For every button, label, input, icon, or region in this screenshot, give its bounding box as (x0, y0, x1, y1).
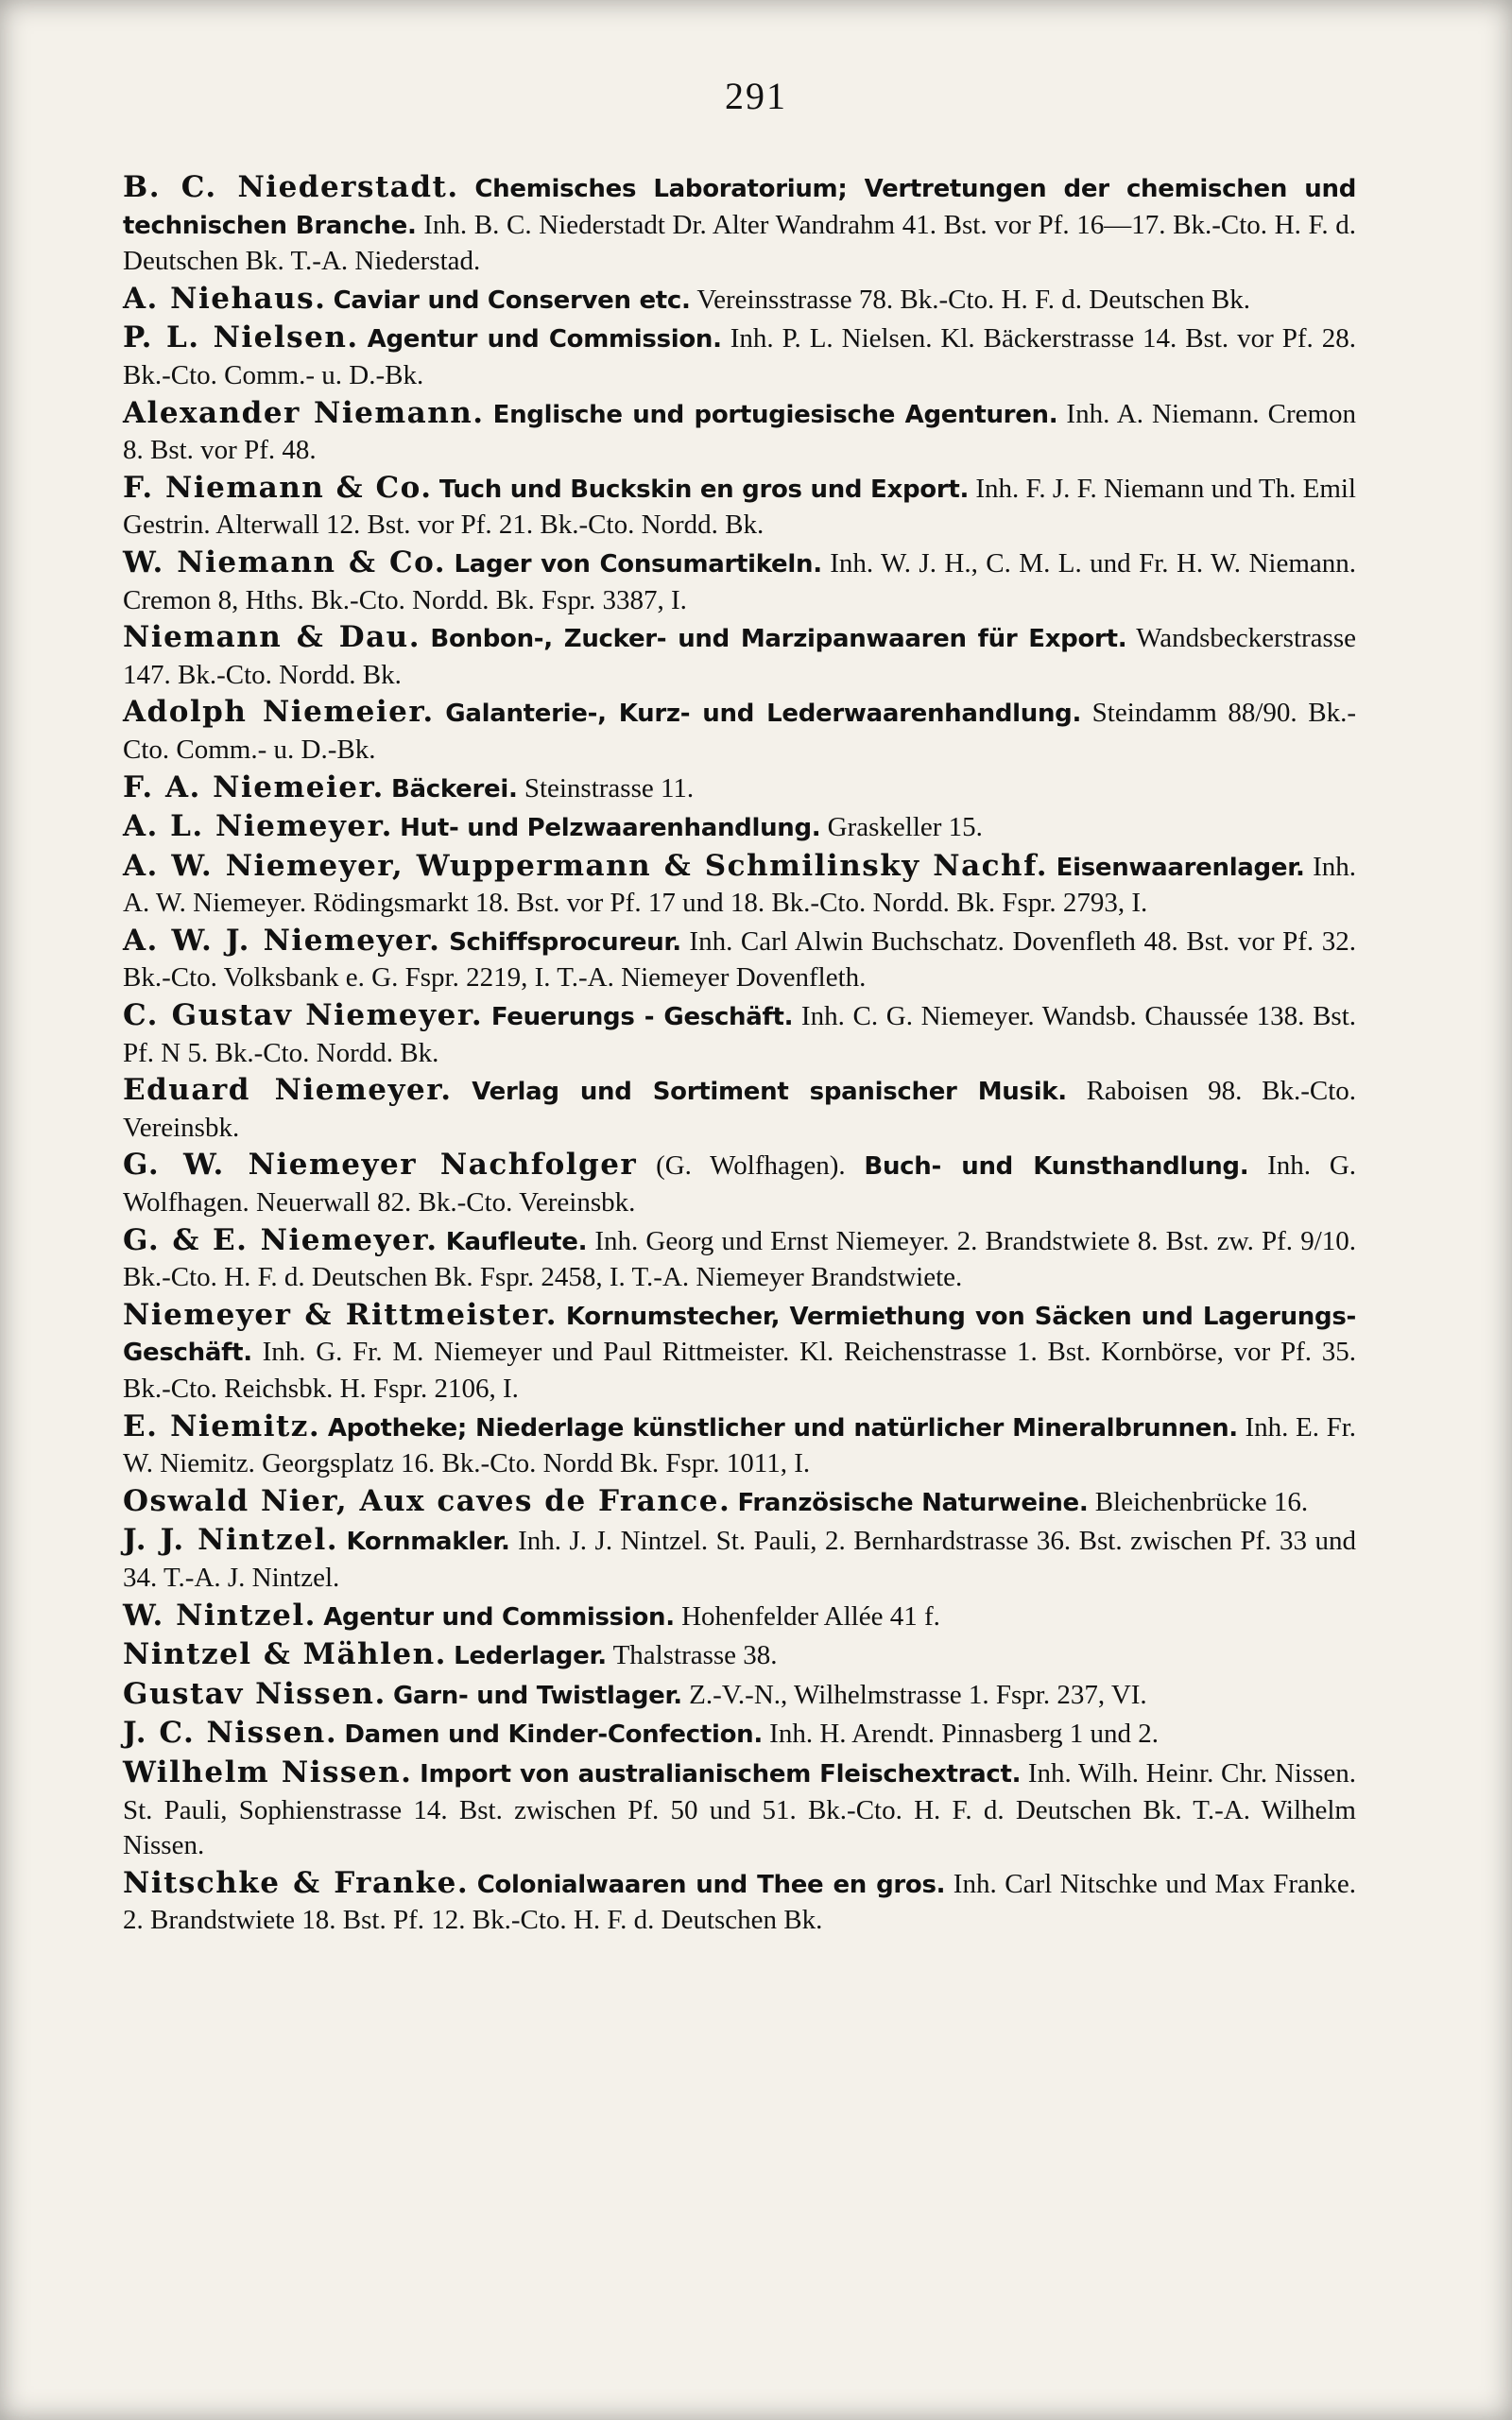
firm-name: F. A. Niemeier. (123, 769, 385, 804)
firm-name: B. C. Niederstadt. (123, 170, 459, 204)
directory-entry (123, 924, 1356, 996)
entry-details: Inh. P. L. Nielsen. Kl. Bäckerstrasse 14. Bst. vor Pf. 28. Bk.-Cto. Comm.- u. D.-Bk. (123, 323, 1357, 390)
entry-list (123, 170, 1356, 1939)
firm-name: G. & E. Niemeyer. (123, 1222, 438, 1257)
directory-entry (123, 1073, 1356, 1146)
entry-details: Hohenfelder Allée 41 f. (681, 1600, 940, 1632)
directory-entry (123, 849, 1356, 922)
business-type: Colonialwaaren und Thee en gros. (476, 1870, 946, 1899)
directory-entry (123, 1677, 1356, 1715)
entry-details: Inh. E. Fr. W. Niemitz. Georgsplatz 16. Bk.-Cto. Nordd Bk. Fspr. 1011, I. (123, 1411, 1357, 1479)
directory-entry (123, 320, 1356, 393)
firm-name: J. J. Nintzel. (123, 1523, 339, 1558)
business-type: Buch- und Kunsthandlung. (864, 1152, 1249, 1182)
business-type: Kaufleute. (445, 1227, 588, 1256)
business-type: Englische und portugiesische Agenturen. (492, 400, 1058, 429)
firm-name: Wilhelm Nissen. (123, 1754, 413, 1789)
business-type: Eisenwaarenlager. (1056, 853, 1305, 882)
business-type: Bonbon-, Zucker- und Marzipanwaaren für Export. (430, 625, 1127, 654)
firm-name: Adolph Niemeier. (123, 695, 435, 730)
directory-entry (123, 396, 1356, 469)
firm-name: A. Niehaus. (123, 281, 327, 316)
directory-entry (123, 170, 1356, 280)
page-number: 291 (725, 75, 787, 117)
entry-details: Inh. Carl Alwin Buchschatz. Dovenfleth 48. Bst. vor Pf. 32. Bk.-Cto. Volksbank e. G. Fspr. 2219, I. T.-A. Niemeyer Dovenfleth. (123, 925, 1357, 994)
business-type: Bäckerei. (391, 774, 518, 804)
business-type: Hut- und Pelzwaarenhandlung. (400, 814, 821, 843)
directory-entry (123, 1599, 1356, 1636)
business-type: Schiffsprocureur. (449, 927, 681, 957)
entry-details: Inh. G. Fr. M. Niemeyer und Paul Rittmeister. Kl. Reichenstrasse 1. Bst. Kornbörse, vor Pf. 35. Bk.-Cto. Reichsbk. H. Fspr. 2106, I. (123, 1337, 1357, 1404)
entry-details: Z.-V.-N., Wilhelmstrasse 1. Fspr. 237, VI. (689, 1679, 1147, 1710)
firm-name: Gustav Nissen. (123, 1676, 387, 1711)
business-type: Verlag und Sortiment spanischer Musik. (472, 1078, 1067, 1107)
firm-name: W. Niemann & Co. (123, 544, 447, 579)
business-type: Galanterie-, Kurz- und Lederwaarenhandlung. (445, 700, 1082, 729)
directory-entry (123, 998, 1356, 1071)
business-type: Garn- und Twistlager. (393, 1681, 682, 1710)
firm-name: A. W. Niemeyer, Wuppermann & Schmilinsky Nachf. (123, 848, 1049, 883)
business-type: Agentur und Commission. (323, 1602, 675, 1632)
entry-details: Thalstrasse 38. (612, 1640, 778, 1671)
firm-name: Alexander Niemann. (123, 395, 485, 430)
entry-details: Inh. F. J. F. Niemann und Th. Emil Gestrin. Alterwall 12. Bst. vor Pf. 21. Bk.-Cto. Nordd. Bk. (123, 473, 1356, 541)
directory-entry (123, 282, 1356, 320)
directory-entry (123, 1148, 1356, 1220)
firm-note: (G. Wolfhagen). (656, 1150, 846, 1182)
business-type: Tuch und Buckskin en gros und Export. (438, 475, 970, 504)
entry-details: Inh. W. J. H., C. M. L. und Fr. H. W. Niemann. Cremon 8, Hths. Bk.-Cto. Nordd. Bk. Fspr. 3387, I. (123, 547, 1356, 615)
business-type: Kornmakler. (346, 1528, 510, 1557)
directory-entry (123, 1223, 1356, 1296)
firm-name: Niemann & Dau. (123, 620, 421, 655)
directory-entry (123, 1755, 1356, 1864)
firm-name: E. Niemitz. (123, 1409, 321, 1443)
entry-details: Inh. H. Arendt. Pinnasberg 1 und 2. (769, 1719, 1160, 1750)
firm-name: W. Nintzel. (123, 1598, 317, 1633)
entry-details: Wandsbeckerstrasse 147. Bk.-Cto. Nordd. Bk. (123, 623, 1356, 690)
firm-name: Niemeyer & Rittmeister. (123, 1297, 558, 1332)
business-type: Import von australianischem Fleischextract. (420, 1759, 1022, 1789)
directory-entry (123, 1866, 1356, 1939)
directory-entry (123, 809, 1356, 847)
business-type: Agentur und Commission. (367, 325, 722, 354)
firm-name: A. W. J. Niemeyer. (123, 923, 441, 958)
directory-entry (123, 471, 1356, 544)
business-type: Chemisches Laboratorium; Vertretungen der chemischen und technischen Branche. (123, 175, 1357, 240)
firm-name: Eduard Niemeyer. (123, 1073, 453, 1108)
directory-entry (123, 770, 1356, 808)
directory-entry (123, 1484, 1356, 1522)
entry-details: Steinstrasse 11. (524, 772, 695, 804)
firm-name: F. Niemann & Co. (123, 470, 433, 505)
entry-details: Inh. B. C. Niederstadt Dr. Alter Wandrahm 41. Bst. vor Pf. 16—17. Bk.-Cto. H. F. d. Deutschen Bk. T.-A. Niederstad. (123, 209, 1356, 277)
entry-details: Inh. Georg und Ernst Niemeyer. 2. Brandstwiete 8. Bst. zw. Pf. 9/10. Bk.-Cto. H. F. d. Deutschen Bk. Fspr. 2458, I. T.-A. Niemeyer Brandstwiete. (123, 1225, 1357, 1293)
directory-entry (123, 1298, 1356, 1408)
business-type: Apotheke; Niederlage künstlicher und natürlicher Mineralbrunnen. (327, 1413, 1238, 1443)
business-type: Lager von Consumartikeln. (454, 549, 822, 579)
firm-name: A. L. Niemeyer. (123, 809, 393, 844)
entry-details: Bleichenbrücke 16. (1094, 1486, 1309, 1517)
firm-name: Oswald Nier, Aux caves de France. (123, 1483, 731, 1518)
business-type: Lederlager. (454, 1642, 607, 1671)
entry-details: Inh. J. J. Nintzel. St. Pauli, 2. Bernhardstrasse 36. Bst. zwischen Pf. 33 und 34. T.-A. J. Nintzel. (123, 1526, 1356, 1593)
entry-details: Inh. A. W. Niemeyer. Rödingsmarkt 18. Bst. vor Pf. 17 und 18. Bk.-Cto. Nordd. Bk. Fspr. 2793, I. (123, 851, 1357, 919)
directory-entry (123, 1523, 1356, 1596)
entry-details: Raboisen 98. Bk.-Cto. Vereinsbk. (123, 1076, 1356, 1143)
entry-details: Steindamm 88/90. Bk.-Cto. Comm.- u. D.-Bk. (123, 698, 1357, 765)
directory-entry (123, 620, 1356, 693)
entry-details: Inh. A. Niemann. Cremon 8. Bst. vor Pf. 48. (123, 398, 1357, 466)
business-type: Französische Naturweine. (737, 1488, 1089, 1517)
business-type: Kornumstecher, Vermiethung von Säcken und Lagerungs-Geschäft. (123, 1302, 1356, 1368)
business-type: Caviar und Conserven etc. (333, 285, 691, 315)
entry-details: Inh. Carl Nitschke und Max Franke. 2. Brandstwiete 18. Bst. Pf. 12. Bk.-Cto. H. F. d. Deutschen Bk. (123, 1868, 1357, 1936)
entry-details: Graskeller 15. (827, 812, 983, 843)
firm-name: J. C. Nissen. (123, 1716, 338, 1751)
business-type: Damen und Kinder-Confection. (344, 1720, 763, 1750)
firm-name: C. Gustav Niemeyer. (123, 998, 484, 1033)
firm-name: P. L. Nielsen. (123, 320, 359, 355)
firm-name: Nintzel & Mählen. (123, 1637, 447, 1672)
entry-details: Inh. G. Wolfhagen. Neuerwall 82. Bk.-Cto. Vereinsbk. (123, 1150, 1357, 1219)
business-type: Feuerungs - Geschäft. (490, 1003, 794, 1032)
directory-entry (123, 1716, 1356, 1754)
firm-name: Nitschke & Franke. (123, 1865, 470, 1900)
entry-details: Inh. Wilh. Heinr. Chr. Nissen. St. Pauli, Sophienstrasse 14. Bst. zwischen Pf. 50 und 51. Bk.-Cto. H. F. d. Deutschen Bk. T.-A. Wilhelm Nissen. (123, 1757, 1357, 1861)
firm-name: G. W. Niemeyer Nachfolger (123, 1148, 638, 1183)
directory-entry (123, 695, 1356, 768)
entry-details: Inh. C. G. Niemeyer. Wandsb. Chaussée 138. Bst. Pf. N 5. Bk.-Cto. Nordd. Bk. (123, 1001, 1357, 1068)
directory-entry (123, 545, 1356, 618)
directory-entry (123, 1637, 1356, 1675)
directory-entry (123, 1409, 1356, 1482)
entry-details: Vereinsstrasse 78. Bk.-Cto. H. F. d. Deutschen Bk. (696, 284, 1251, 315)
